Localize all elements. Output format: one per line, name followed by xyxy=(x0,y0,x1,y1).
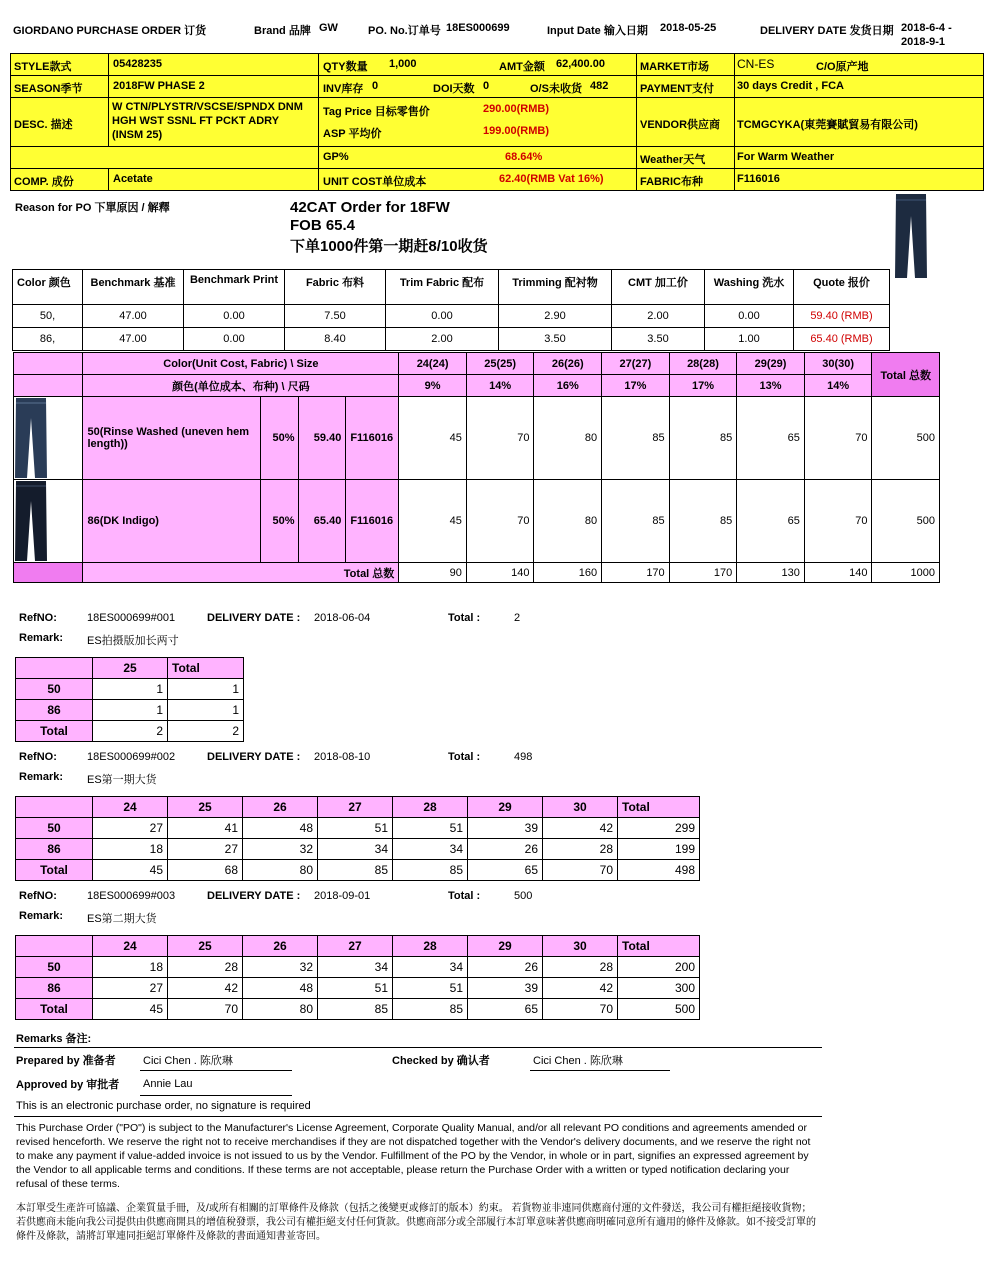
ref-size-header: 24 xyxy=(93,936,168,957)
ref-cell: 26 xyxy=(468,839,543,860)
quote-cell: 65.40 (RMB) xyxy=(794,328,890,351)
approved-by: Annie Lau xyxy=(143,1078,193,1090)
doi-value: 0 xyxy=(483,80,490,92)
size-header-cn: 颜色(单位成本、布种) \ 尺码 xyxy=(83,375,399,397)
ref-size-header: 26 xyxy=(243,797,318,818)
ratio-cell: 13% xyxy=(737,375,805,397)
cost-header: Trim Fabric 配布 xyxy=(386,270,499,305)
input-date: 2018-05-25 xyxy=(660,22,717,34)
brand-value: GW xyxy=(319,22,338,34)
size-header: 30(30) xyxy=(804,353,872,375)
ref-cell: 26 xyxy=(468,957,543,978)
qty-cell: 70 xyxy=(804,397,872,480)
footer-cell: 140 xyxy=(466,563,534,583)
ref-cell: 65 xyxy=(468,860,543,881)
vendor-label: VENDOR供应商 xyxy=(640,119,721,131)
payment-value: 30 days Credit , FCA xyxy=(737,80,844,92)
gp-label: GP% xyxy=(323,151,349,163)
checked-underline xyxy=(530,1070,670,1071)
ref-delivery-label: DELIVERY DATE : xyxy=(207,612,301,624)
ref-cell: 51 xyxy=(393,818,468,839)
input-date-label: Input Date 输入日期 xyxy=(547,25,648,37)
qty-cell: 80 xyxy=(534,397,602,480)
po-number-label: PO. No.订单号 xyxy=(368,25,441,37)
color-thumbnail-cell xyxy=(14,397,83,480)
weather-label: Weather天气 xyxy=(640,154,706,166)
ref-cell: 28 xyxy=(543,957,618,978)
po-title: GIORDANO PURCHASE ORDER 订货 xyxy=(13,25,207,37)
prepared-underline xyxy=(140,1070,292,1071)
ref-cell: 48 xyxy=(243,978,318,999)
ref-2-table xyxy=(15,796,700,881)
ref-row-label: 50 xyxy=(16,818,93,839)
cost-header: CMT 加工价 xyxy=(612,270,705,305)
footer-cell: 170 xyxy=(669,563,737,583)
footer-grand-total: 1000 xyxy=(872,563,940,583)
ref-corner-cell xyxy=(16,658,93,679)
amt-label: AMT金额 xyxy=(499,61,545,73)
ref-cell: 42 xyxy=(543,978,618,999)
ref-delivery-date: 2018-06-04 xyxy=(314,612,371,624)
cost-header: Washing 洗水 xyxy=(705,270,794,305)
ref-size-header: 29 xyxy=(468,936,543,957)
ref-total-header: Total xyxy=(168,658,244,679)
footer-cell: 130 xyxy=(737,563,805,583)
ref-cell: 1 xyxy=(93,700,168,721)
unit-cost-value: 62.40(RMB Vat 16%) xyxy=(499,173,604,185)
ref-3-table xyxy=(15,935,700,1020)
color-50-thumbnail xyxy=(14,398,48,478)
qty-cell: 85 xyxy=(669,480,737,563)
color-cost: 59.40 xyxy=(299,397,346,480)
cost-cell: 0.00 xyxy=(184,305,285,328)
delivery-date-range: 2018-6-4 - xyxy=(901,22,952,34)
market-value: CN-ES xyxy=(737,57,775,71)
ref-size-header: 25 xyxy=(168,797,243,818)
ref-cell: 200 xyxy=(618,957,700,978)
qty-cell: 65 xyxy=(737,397,805,480)
cost-breakdown-table xyxy=(12,269,890,351)
ref-row-label: Total xyxy=(16,860,93,881)
color-fabric: F116016 xyxy=(346,397,399,480)
qty-cell: 45 xyxy=(399,480,467,563)
qty-cell: 70 xyxy=(466,480,534,563)
ref-cell: 32 xyxy=(243,957,318,978)
comp-value: Acetate xyxy=(113,173,153,185)
cost-cell: 2.90 xyxy=(499,305,612,328)
checked-label: Checked by 确认者 xyxy=(392,1055,490,1067)
image-col-header xyxy=(14,353,83,375)
ref-cell: 18 xyxy=(93,839,168,860)
approved-label: Approved by 审批者 xyxy=(16,1079,120,1091)
qty-cell: 85 xyxy=(602,397,670,480)
size-breakdown-table xyxy=(13,352,940,583)
info-row-season xyxy=(10,75,984,98)
ref-cell: 85 xyxy=(318,860,393,881)
unit-cost-label: UNIT COST单位成本 xyxy=(323,176,427,188)
po-number: 18ES000699 xyxy=(446,22,510,34)
row-total: 500 xyxy=(872,397,940,480)
fabric-label: FABRIC布种 xyxy=(640,176,703,188)
size-header: 28(28) xyxy=(669,353,737,375)
ref-cell: 28 xyxy=(168,957,243,978)
reason-line-2: FOB 65.4 xyxy=(290,217,356,234)
ref-delivery-date: 2018-09-01 xyxy=(314,890,371,902)
total-row-spacer xyxy=(14,563,83,583)
brand-label: Brand 品牌 xyxy=(254,25,311,37)
reason-line-1: 42CAT Order for 18FW xyxy=(290,199,450,216)
refno-value: 18ES000699#002 xyxy=(87,751,176,763)
info-row-comp xyxy=(10,168,984,191)
cost-cell: 0.00 xyxy=(184,328,285,351)
refno-label: RefNO: xyxy=(19,890,57,902)
remarks-divider xyxy=(14,1047,822,1048)
ref-cell: 39 xyxy=(468,818,543,839)
ref-cell: 199 xyxy=(618,839,700,860)
ref-cell: 45 xyxy=(93,999,168,1020)
ref-total-value: 500 xyxy=(514,890,533,902)
ref-size-header: 27 xyxy=(318,936,393,957)
qty-cell: 65 xyxy=(737,480,805,563)
size-footer-label: Total 总数 xyxy=(83,563,399,583)
ref-cell: 42 xyxy=(168,978,243,999)
product-jeans-image xyxy=(893,194,929,280)
amt-value: 62,400.00 xyxy=(556,58,605,70)
ref-cell: 65 xyxy=(468,999,543,1020)
weather-value: For Warm Weather xyxy=(737,151,835,163)
ref-cell: 27 xyxy=(168,839,243,860)
ref-cell: 27 xyxy=(93,818,168,839)
ref-cell: 34 xyxy=(393,957,468,978)
market-label: MARKET市场 xyxy=(640,61,710,73)
ref-total-header: Total xyxy=(618,797,700,818)
comp-label: COMP. 成份 xyxy=(14,176,74,188)
size-row xyxy=(14,397,940,480)
desc-label: DESC. 描述 xyxy=(14,119,73,131)
ratio-cell: 17% xyxy=(669,375,737,397)
ratio-cell: 9% xyxy=(399,375,467,397)
ref-size-header: 29 xyxy=(468,797,543,818)
cost-cell: 2.00 xyxy=(386,328,499,351)
color-cost: 65.40 xyxy=(299,480,346,563)
ref-remark: ES第一期大货 xyxy=(87,774,157,786)
cost-header: Color 颜色 xyxy=(13,270,83,305)
tag-price-value: 290.00(RMB) xyxy=(483,103,550,115)
season-label: SEASON季节 xyxy=(14,83,83,95)
ref-size-header: 25 xyxy=(168,936,243,957)
size-total-row xyxy=(14,563,940,583)
image-col-header xyxy=(14,375,83,397)
inv-value: 0 xyxy=(372,80,379,92)
gp-value: 68.64% xyxy=(505,151,543,163)
footer-cell: 170 xyxy=(602,563,670,583)
footer-cell: 90 xyxy=(399,563,467,583)
color-pct: 50% xyxy=(260,397,299,480)
ref-cell: 300 xyxy=(618,978,700,999)
ref-cell: 45 xyxy=(93,860,168,881)
refno-value: 18ES000699#003 xyxy=(87,890,176,902)
season-value: 2018FW PHASE 2 xyxy=(113,80,205,92)
ref-cell: 299 xyxy=(618,818,700,839)
ref-cell: 34 xyxy=(318,957,393,978)
ref-cell: 1 xyxy=(168,679,244,700)
qty-cell: 85 xyxy=(669,397,737,480)
refno-value: 18ES000699#001 xyxy=(87,612,176,624)
size-total-header: Total 总数 xyxy=(872,353,940,397)
remarks-label: Remarks 备注: xyxy=(16,1033,92,1045)
ref-size-header: 25 xyxy=(93,658,168,679)
asp-value: 199.00(RMB) xyxy=(483,125,550,137)
ref-total-label: Total : xyxy=(448,612,481,624)
ref-row-label: 86 xyxy=(16,700,93,721)
ref-cell: 498 xyxy=(618,860,700,881)
color-pct: 50% xyxy=(260,480,299,563)
size-row xyxy=(14,480,940,563)
ref-cell: 70 xyxy=(168,999,243,1020)
footer-cell: 140 xyxy=(804,563,872,583)
ref-size-header: 26 xyxy=(243,936,318,957)
cost-header: Benchmark Print xyxy=(184,270,285,305)
cost-cell: 50, xyxy=(13,305,83,328)
ref-corner-cell xyxy=(16,936,93,957)
ref-total-value: 2 xyxy=(514,612,521,624)
ref-remark: ES拍摄版加长两寸 xyxy=(87,635,179,647)
ref-cell: 2 xyxy=(168,721,244,742)
checked-by: Cici Chen . 陈欣琳 xyxy=(533,1055,623,1067)
payment-label: PAYMENT支付 xyxy=(640,83,714,95)
ref-cell: 48 xyxy=(243,818,318,839)
ref-cell: 80 xyxy=(243,999,318,1020)
delivery-date-range-end: 2018-9-1 xyxy=(901,36,946,48)
ref-total-label: Total : xyxy=(448,751,481,763)
ref-row-label: 50 xyxy=(16,679,93,700)
info-row-style xyxy=(10,53,984,76)
size-header: 25(25) xyxy=(466,353,534,375)
cost-cell: 2.00 xyxy=(612,305,705,328)
ref-delivery-label: DELIVERY DATE : xyxy=(207,751,301,763)
ref-cell: 34 xyxy=(393,839,468,860)
ref-row-label: Total xyxy=(16,999,93,1020)
cost-cell: 0.00 xyxy=(705,305,794,328)
cost-cell: 1.00 xyxy=(705,328,794,351)
terms-divider xyxy=(14,1116,822,1117)
row-total: 500 xyxy=(872,480,940,563)
ref-cell: 34 xyxy=(318,839,393,860)
ref-delivery-label: DELIVERY DATE : xyxy=(207,890,301,902)
doi-label: DOI天数 xyxy=(433,83,475,95)
ratio-cell: 14% xyxy=(466,375,534,397)
ref-cell: 70 xyxy=(543,860,618,881)
qty-cell: 70 xyxy=(466,397,534,480)
ref-cell: 27 xyxy=(93,978,168,999)
inv-label: INV库存 xyxy=(323,83,364,95)
qty-label: QTY数量 xyxy=(323,61,368,73)
ref-cell: 18 xyxy=(93,957,168,978)
prepared-by: Cici Chen . 陈欣琳 xyxy=(143,1055,233,1067)
ref-cell: 68 xyxy=(168,860,243,881)
os-value: 482 xyxy=(590,80,609,92)
desc-value: W CTN/PLYSTR/VSCSE/SPNDX DNM HGH WST SSNL FT PCKT ADRY (INSM 25) xyxy=(112,101,303,141)
ref-row-label: Total xyxy=(16,721,93,742)
cost-cell: 7.50 xyxy=(285,305,386,328)
ref-cell: 42 xyxy=(543,818,618,839)
footer-cell: 160 xyxy=(534,563,602,583)
info-row-desc xyxy=(10,97,984,147)
cost-cell: 86, xyxy=(13,328,83,351)
ref-cell: 51 xyxy=(318,978,393,999)
qty-cell: 85 xyxy=(602,480,670,563)
ref-size-header: 30 xyxy=(543,936,618,957)
ref-delivery-date: 2018-08-10 xyxy=(314,751,371,763)
cost-row xyxy=(13,305,890,328)
cost-row xyxy=(13,328,890,351)
cost-cell: 47.00 xyxy=(83,305,184,328)
ratio-cell: 17% xyxy=(602,375,670,397)
size-header: 26(26) xyxy=(534,353,602,375)
ref-row-label: 86 xyxy=(16,839,93,860)
qty-value: 1,000 xyxy=(389,58,417,70)
refno-label: RefNO: xyxy=(19,612,57,624)
vendor-value: TCMGCYKA(東莞賽賦貿易有限公司) xyxy=(737,119,918,131)
cost-header: Benchmark 基准 xyxy=(83,270,184,305)
ref-size-header: 24 xyxy=(93,797,168,818)
ratio-cell: 14% xyxy=(804,375,872,397)
tag-price-label: Tag Price 目标零售价 xyxy=(323,106,430,118)
ref-size-header: 27 xyxy=(318,797,393,818)
ref-corner-cell xyxy=(16,797,93,818)
ref-total-label: Total : xyxy=(448,890,481,902)
ref-total-header: Total xyxy=(618,936,700,957)
ref-remark-label: Remark: xyxy=(19,632,64,644)
electronic-notice: This is an electronic purchase order, no signature is required xyxy=(16,1100,311,1112)
ref-remark-label: Remark: xyxy=(19,910,64,922)
size-header: 27(27) xyxy=(602,353,670,375)
color-fabric: F116016 xyxy=(346,480,399,563)
ref-cell: 85 xyxy=(393,860,468,881)
quote-cell: 59.40 (RMB) xyxy=(794,305,890,328)
ref-row-label: 50 xyxy=(16,957,93,978)
size-header: 29(29) xyxy=(737,353,805,375)
ref-cell: 80 xyxy=(243,860,318,881)
ref-cell: 51 xyxy=(318,818,393,839)
color-name: 50(Rinse Washed (uneven hem length)) xyxy=(83,397,260,480)
approved-underline xyxy=(140,1095,292,1096)
reason-label: Reason for PO 下單原因 / 解釋 xyxy=(15,202,170,214)
terms-english: This Purchase Order ("PO") is subject to the Manufacturer's License Agreement, Corporate Quality Manual, and/or all relevant PO conditions and agreements amended or revised henceforth. We reserve the right not to receive merchandises if they are not dispatched together with the Vendor's delivery documents, and we reserve the right not to make any payment if value-added invoice is not issued to us by the Vendor. Fulfillment of the PO by the Vendor, in whole or in part, signifies an expressed agreement by the Vendor to all applicable terms and conditions. If these terms are not acceptable, please return the Purchase Order with a written or typed notification declaring your refusal of these terms. xyxy=(16,1122,811,1190)
info-row-gp xyxy=(10,146,984,169)
ratio-cell: 16% xyxy=(534,375,602,397)
ref-cell: 1 xyxy=(168,700,244,721)
ref-cell: 70 xyxy=(543,999,618,1020)
style-value: 05428235 xyxy=(113,58,162,70)
style-label: STYLE款式 xyxy=(14,61,72,73)
cost-cell: 3.50 xyxy=(612,328,705,351)
ref-cell: 85 xyxy=(393,999,468,1020)
ref-size-header: 28 xyxy=(393,797,468,818)
prepared-label: Prepared by 准备者 xyxy=(16,1055,116,1067)
ref-cell: 1 xyxy=(93,679,168,700)
cost-cell: 3.50 xyxy=(499,328,612,351)
fabric-value: F116016 xyxy=(737,173,780,185)
ref-cell: 28 xyxy=(543,839,618,860)
ref-cell: 2 xyxy=(93,721,168,742)
ref-cell: 85 xyxy=(318,999,393,1020)
color-name: 86(DK Indigo) xyxy=(83,480,260,563)
size-header-en: Color(Unit Cost, Fabric) \ Size xyxy=(83,353,399,375)
delivery-date-label: DELIVERY DATE 发货日期 xyxy=(760,25,894,37)
cost-header: Trimming 配衬物 xyxy=(499,270,612,305)
color-thumbnail-cell xyxy=(14,480,83,563)
ref-row-label: 86 xyxy=(16,978,93,999)
color-86-thumbnail xyxy=(14,481,48,561)
qty-cell: 80 xyxy=(534,480,602,563)
terms-chinese: 本訂單受生產許可協議、企業質量手冊，及/或所有相關的訂單條件及條款（包括之後變更或修訂的版本）約束。 若貨物並非連同供應商付運的文件發送，我公司有權拒絕接收貨物；若供應商未能向我公司提供由供應商開具的增值稅發票，我公司有權拒絕支付任何貨款。供應商部分或全部履行本訂單意味著供應商明確同意所有適用的條件及條款。如不接受訂單的條件及條款，請將訂單連同拒絕訂單條件及條款的書面通知書並寄回。 xyxy=(16,1203,816,1242)
qty-cell: 70 xyxy=(804,480,872,563)
ref-total-value: 498 xyxy=(514,751,533,763)
ref-cell: 500 xyxy=(618,999,700,1020)
reason-line-3: 下单1000件第一期赶8/10收货 xyxy=(290,238,488,255)
ref-size-header: 28 xyxy=(393,936,468,957)
cost-header: Fabric 布料 xyxy=(285,270,386,305)
cost-cell: 47.00 xyxy=(83,328,184,351)
cost-header: Quote 报价 xyxy=(794,270,890,305)
ref-size-header: 30 xyxy=(543,797,618,818)
ref-1-table xyxy=(15,657,244,742)
refno-label: RefNO: xyxy=(19,751,57,763)
size-header: 24(24) xyxy=(399,353,467,375)
ref-cell: 39 xyxy=(468,978,543,999)
ref-cell: 32 xyxy=(243,839,318,860)
cost-cell: 8.40 xyxy=(285,328,386,351)
cost-cell: 0.00 xyxy=(386,305,499,328)
ref-remark: ES第二期大货 xyxy=(87,913,157,925)
cost-header-row xyxy=(13,270,890,305)
qty-cell: 45 xyxy=(399,397,467,480)
ref-cell: 41 xyxy=(168,818,243,839)
ref-cell: 51 xyxy=(393,978,468,999)
os-label: O/S未收货 xyxy=(530,83,582,95)
asp-label: ASP 平均价 xyxy=(323,128,382,140)
ref-remark-label: Remark: xyxy=(19,771,64,783)
co-label: C/O原产地 xyxy=(816,61,869,73)
